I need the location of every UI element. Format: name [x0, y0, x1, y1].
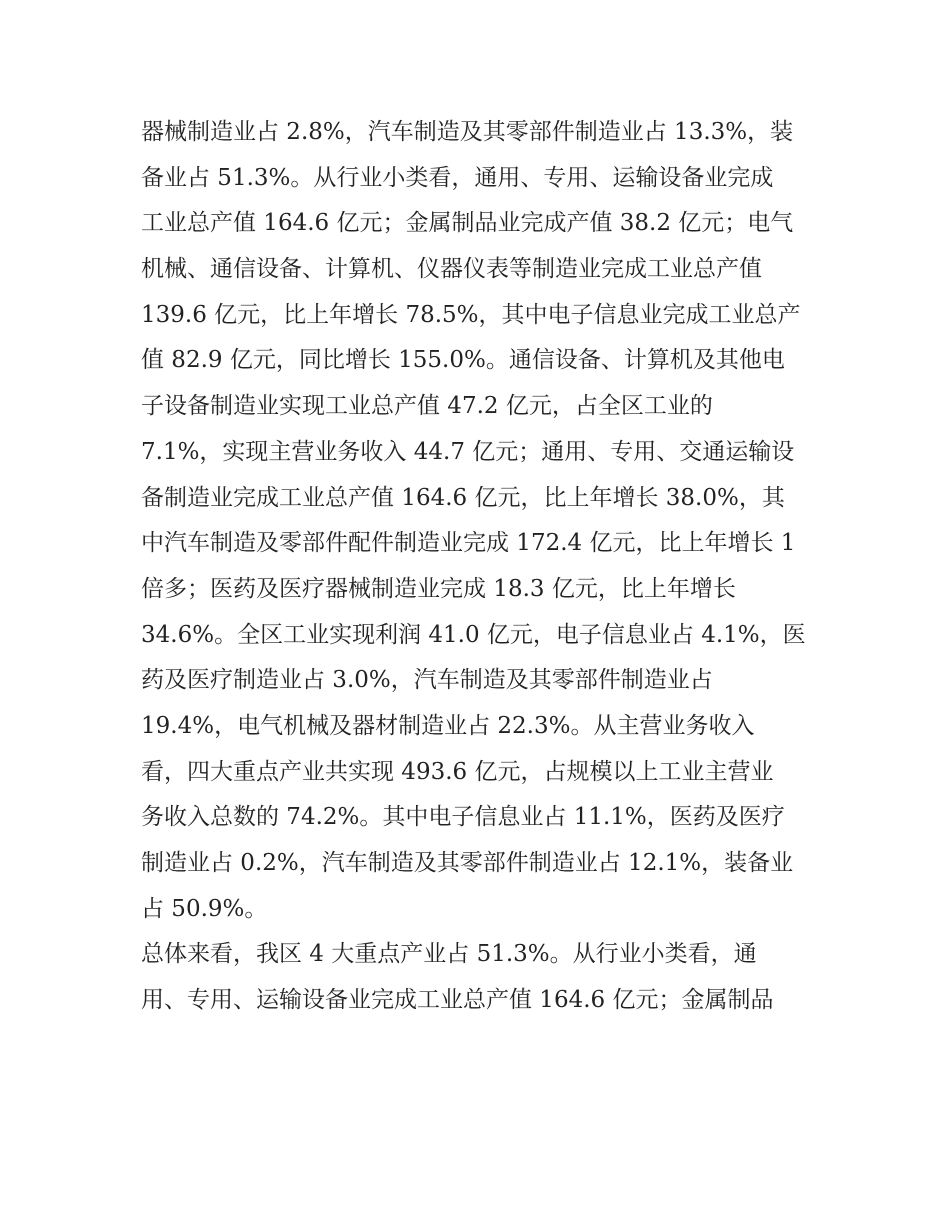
text-line: 器械制造业占 2.8%，汽车制造及其零部件制造业占 13.3%，装 [141, 119, 794, 145]
text-line: 制造业占 0.2%，汽车制造及其零部件制造业占 12.1%，装备业 [141, 850, 794, 876]
text-line: 看，四大重点产业共实现 493.6 亿元，占规模以上工业主营业 [141, 758, 774, 785]
text-line: 占 50.9%。 [141, 895, 268, 922]
body-text [141, 110, 821, 1024]
paragraph [141, 932, 821, 1023]
text-line: 7.1%，实现主营业务收入 44.7 亿元；通用、专用、交通运输设 [141, 438, 795, 465]
text-line: 总体来看，我区 4 大重点产业占 51.3%。从行业小类看，通 [141, 941, 757, 968]
text-line: 用、专用、运输设备业完成工业总产值 164.6 亿元；金属制品 [141, 987, 774, 1014]
text-line: 值 82.9 亿元，同比增长 155.0%。通信设备、计算机及其他电 [141, 347, 785, 374]
text-line: 139.6 亿元，比上年增长 78.5%，其中电子信息业完成工业总产 [141, 301, 801, 328]
text-line: 倍多；医药及医疗器械制造业完成 18.3 亿元，比上年增长 [141, 575, 736, 602]
text-line: 务收入总数的 74.2%。其中电子信息业占 11.1%，医药及医疗 [141, 804, 785, 831]
text-line: 备制造业完成工业总产值 164.6 亿元，比上年增长 38.0%，其 [141, 484, 785, 511]
text-line: 机械、通信设备、计算机、仪器仪表等制造业完成工业总产值 [141, 256, 762, 283]
text-line: 子设备制造业实现工业总产值 47.2 亿元，占全区工业的 [141, 393, 713, 420]
text-line: 工业总产值 164.6 亿元；金属制品业完成产值 38.2 亿元；电气 [141, 210, 794, 237]
text-line: 备业占 51.3%。从行业小类看，通用、专用、运输设备业完成 [141, 164, 774, 191]
text-line: 34.6%。全区工业实现利润 41.0 亿元，电子信息业占 4.1%，医 [141, 621, 806, 648]
paragraph [141, 110, 821, 932]
text-line: 中汽车制造及零部件配件制造业完成 172.4 亿元，比上年增长 1 [141, 530, 796, 557]
text-line: 19.4%，电气机械及器材制造业占 22.3%。从主营业务收入 [141, 712, 755, 739]
text-line: 药及医疗制造业占 3.0%，汽车制造及其零部件制造业占 [141, 667, 713, 694]
